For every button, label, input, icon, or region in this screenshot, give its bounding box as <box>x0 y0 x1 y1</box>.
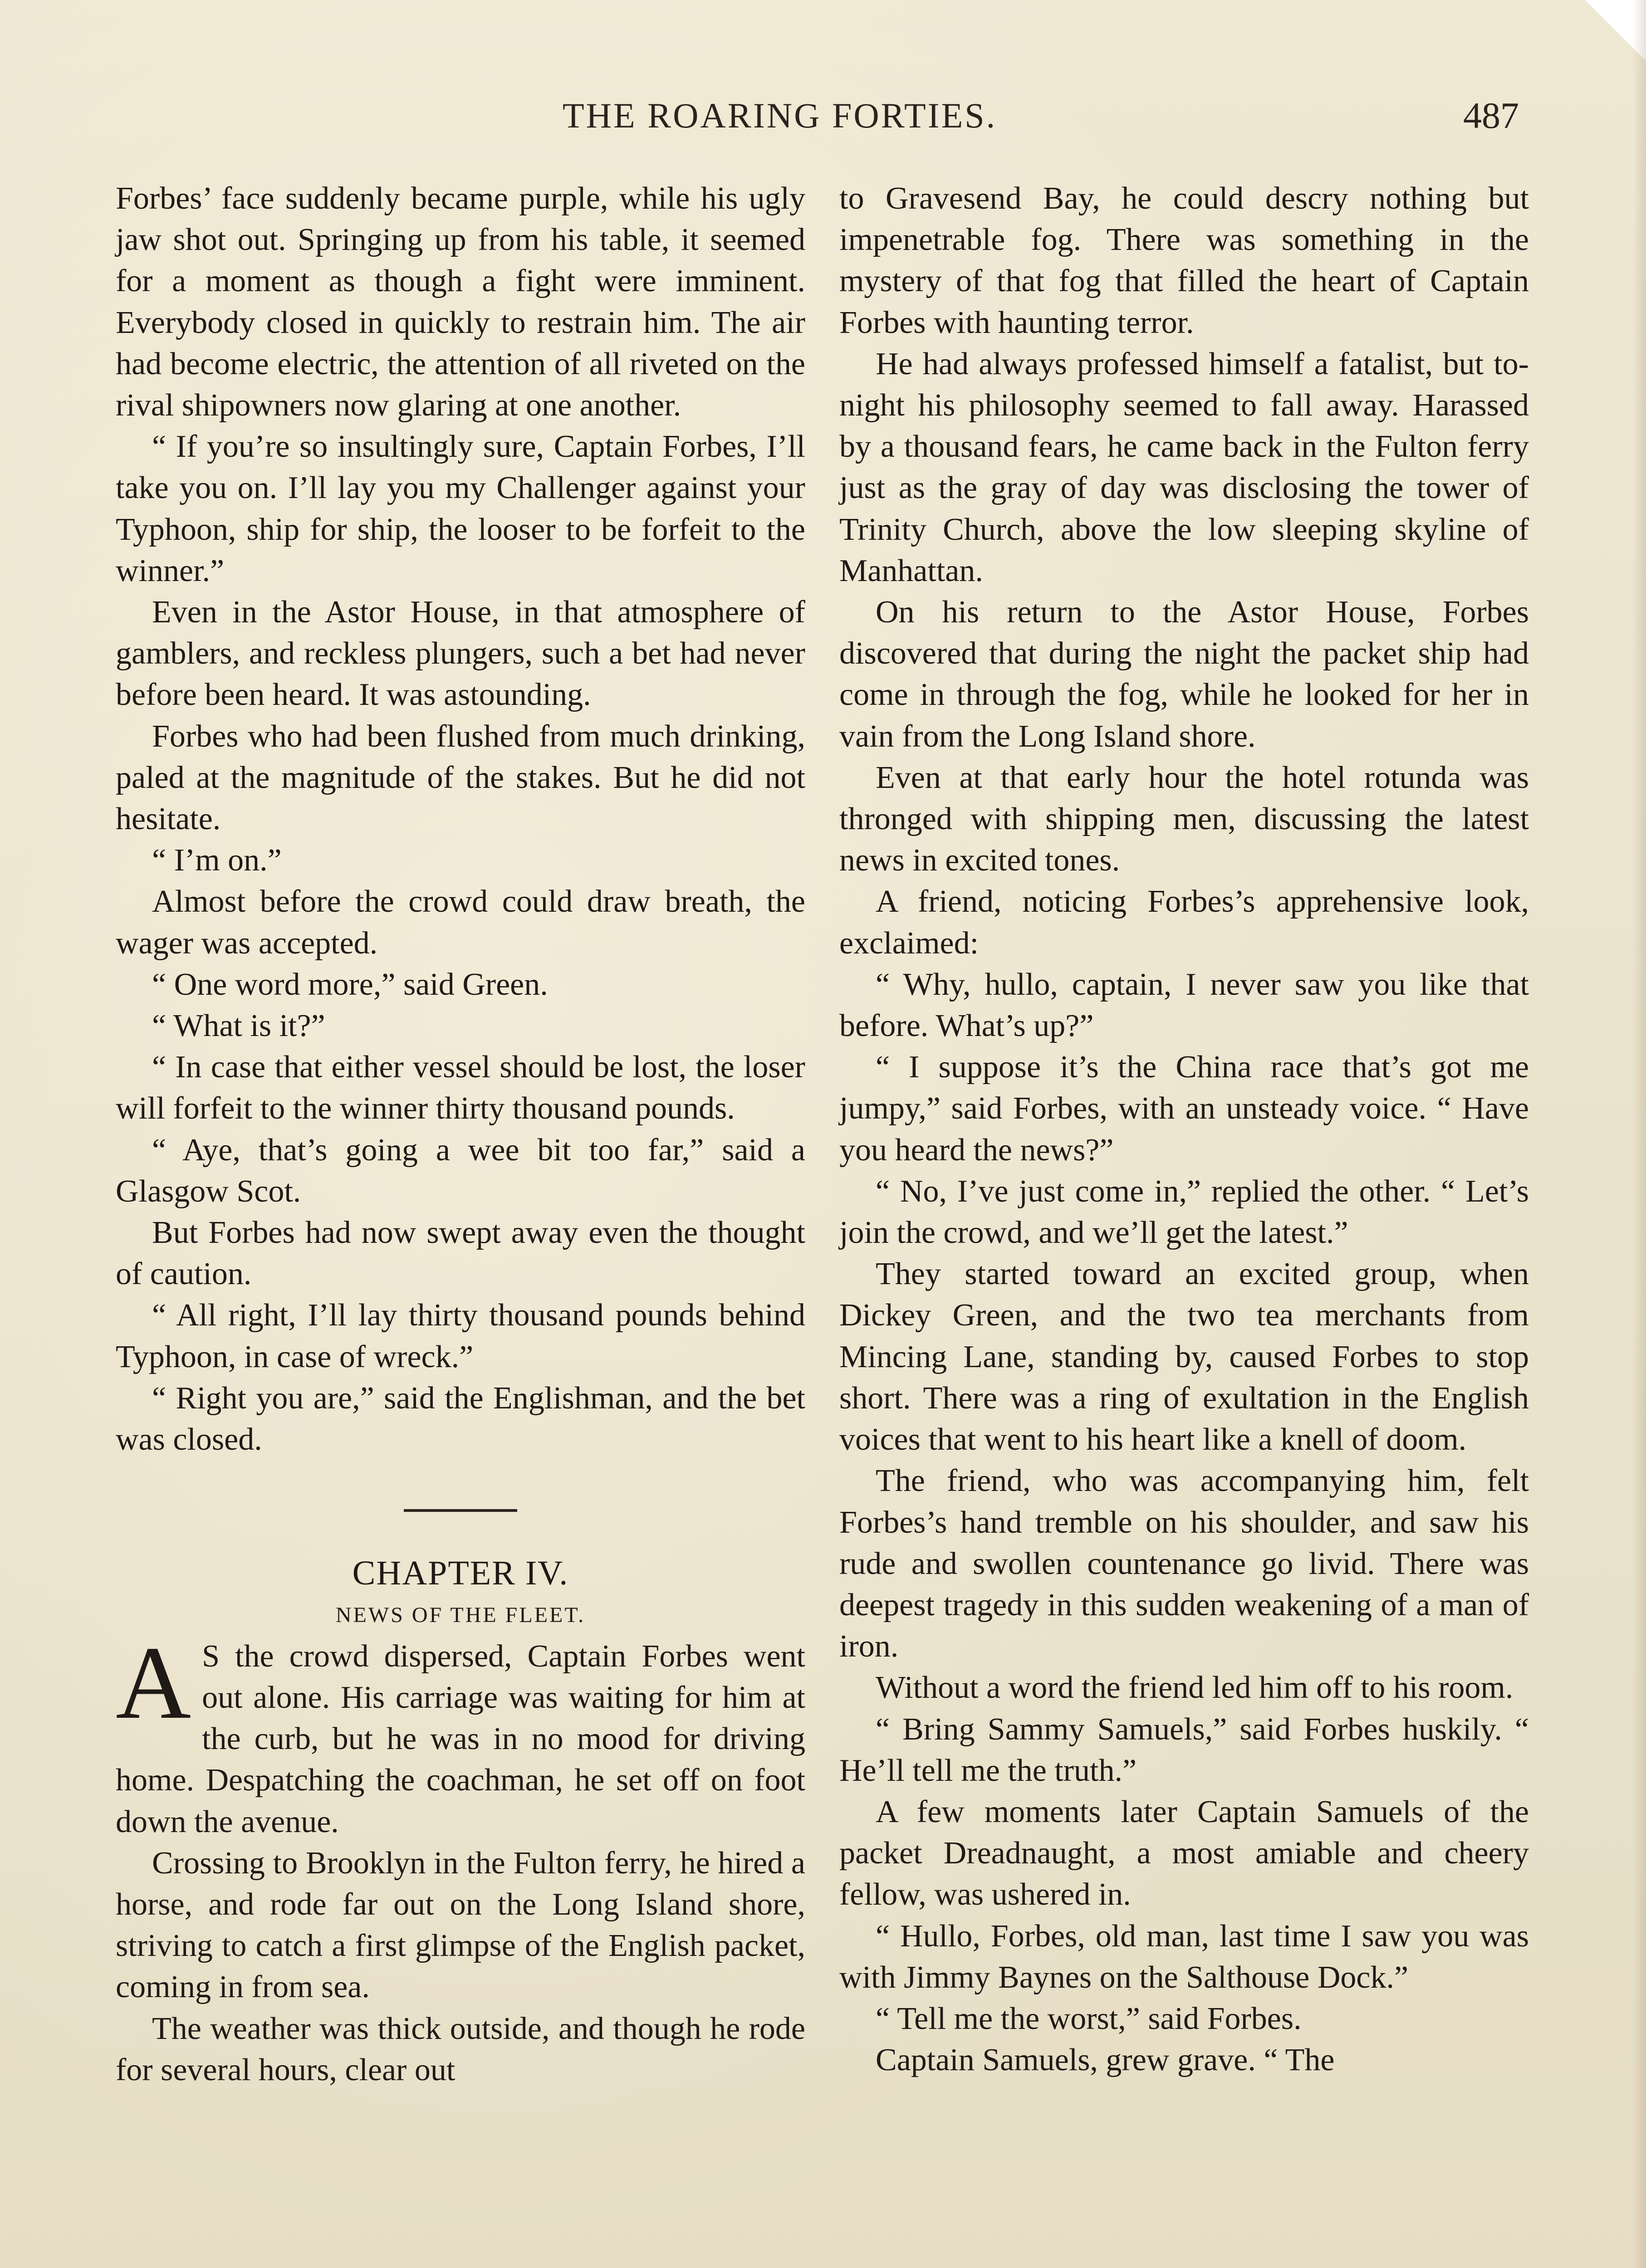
paragraph: “ One word more,” said Green. <box>152 967 548 1002</box>
section-divider-rule <box>404 1509 517 1512</box>
paragraph: A friend, noticing Forbes’s apprehensive look, exclaimed: <box>839 884 1529 961</box>
paragraph: Forbes who had been flushed from much drinking, paled at the magnitude of the stakes. But he did not hesitate. <box>116 719 805 837</box>
paragraph: The weather was thick outside, and though he rode for several hours, clear out <box>116 2011 805 2087</box>
paragraph: Even in the Astor House, in that atmosphere of gamblers, and reckless plungers, such a bet had never before been heard. It was astounding. <box>116 595 805 713</box>
page-edge-shadow <box>1632 0 1646 2268</box>
paragraph: “ Tell me the worst,” said Forbes. <box>876 2001 1302 2036</box>
paragraph: “ All right, I’ll lay thirty thousand pounds behind Typhoon, in case of wreck.” <box>116 1298 805 1374</box>
paragraph: The friend, who was accompanying him, felt Forbes’s hand tremble on his shoulder, and saw his rude and swollen countenance go livid. There was deepest tragedy in this sudden weakening of a man of iron. <box>839 1463 1529 1664</box>
running-title: THE ROARING FORTIES. <box>563 96 997 135</box>
paragraph: “ Aye, that’s going a wee bit too far,” said a Glasgow Scot. <box>116 1132 805 1209</box>
left-column <box>116 178 805 2091</box>
paragraph: Even at that early hour the hotel rotunda was thronged with shipping men, discussing the latest news in excited tones. <box>839 760 1529 878</box>
paragraph: On his return to the Astor House, Forbes discovered that during the night the packet ship had come in through the fog, while he looked for her in vain from the Long Island shore. <box>839 595 1529 754</box>
paragraph: “ What is it?” <box>152 1008 325 1044</box>
paragraph: “ Why, hullo, captain, I never saw you like that before. What’s up?” <box>839 967 1529 1044</box>
paragraph: “ Right you are,” said the Englishman, and the bet was closed. <box>116 1380 805 1457</box>
chapter-title: CHAPTER IV. <box>352 1554 569 1593</box>
paragraph: Crossing to Brooklyn in the Fulton ferry, he hired a horse, and rode far out on the Long Island shore, striving to catch a first glimpse of the English packet, coming in from sea. <box>116 1845 805 2005</box>
dropcap-paragraph <box>116 1624 805 1843</box>
paragraph: “ In case that either vessel should be lost, the loser will forfeit to the winner thirty thousand pounds. <box>116 1050 805 1126</box>
paragraph: “ I suppose it’s the China race that’s got me jumpy,” said Forbes, with an unsteady voice. “ Have you heard the news?” <box>839 1050 1529 1168</box>
chapter-subtitle: NEWS OF THE FLEET. <box>335 1603 586 1627</box>
paragraph: Captain Samuels, grew grave. “ The <box>876 2043 1335 2078</box>
left-paragraphs-before <box>116 178 805 1460</box>
paragraph: They started toward an excited group, when Dickey Green, and the two tea merchants from Mincing Lane, standing by, caused Forbes to stop short. There was a ring of exultation in the English voices that went to his heart like a knell of doom. <box>839 1256 1529 1457</box>
right-column <box>839 178 1529 2081</box>
dropcap-paragraph-text: S the crowd dispersed, Captain Forbes went out alone. His carriage was waiting for him at the curb, but he was in no mood for driving home. Despatching the coachman, he set off on foot down the avenue. <box>116 1638 805 1839</box>
paragraph: He had always professed himself a fatalist, but to-night his philosophy seemed to fall away. Harassed by a thousand fears, he came back in the Fulton ferry just as the gray of day was disclosing the tower of Trinity Church, above the low sleeping skyline of Manhattan. <box>839 346 1529 588</box>
paragraph: “ I’m on.” <box>152 843 282 878</box>
paragraph: “ If you’re so insultingly sure, Captain Forbes, I’ll take you on. I’ll lay you my Challenger against your Typhoon, ship for ship, the looser to be forfeit to the winner.” <box>116 429 805 588</box>
paragraph: A few moments later Captain Samuels of the packet Dreadnaught, a most amiable and cheery fellow, was ushered in. <box>839 1794 1529 1912</box>
paragraph: Without a word the friend led him off to his room. <box>876 1670 1514 1706</box>
left-paragraphs-after <box>116 1843 805 2091</box>
paragraph: to Gravesend Bay, he could descry nothing but impenetrable fog. There was something in the mystery of that fog that filled the heart of Captain Forbes with haunting terror. <box>839 181 1529 340</box>
paragraph: “ No, I’ve just come in,” replied the other. “ Let’s join the crowd, and we’ll get the latest.” <box>839 1173 1529 1251</box>
paragraph: But Forbes had now swept away even the thought of caution. <box>116 1215 805 1292</box>
paragraph: “ Bring Sammy Samuels,” said Forbes huskily. “ He’ll tell me the truth.” <box>839 1711 1529 1788</box>
paragraph: Forbes’ face suddenly became purple, while his ugly jaw shot out. Springing up from his table, it seemed for a moment as though a fight were imminent. Everybody closed in quickly to restrain him. The air had become electric, the attention of all riveted on the rival shipowners now glaring at one another. <box>116 181 805 423</box>
page-corner-highlight <box>1528 0 1646 82</box>
right-paragraphs <box>839 178 1529 2081</box>
paragraph: Almost before the crowd could draw breath, the wager was accepted. <box>116 884 805 961</box>
drop-cap-letter: A <box>116 1624 191 1740</box>
paragraph: “ Hullo, Forbes, old man, last time I saw you was with Jimmy Baynes on the Salthouse Dock.” <box>839 1918 1529 1995</box>
page-number: 487 <box>1463 95 1519 136</box>
